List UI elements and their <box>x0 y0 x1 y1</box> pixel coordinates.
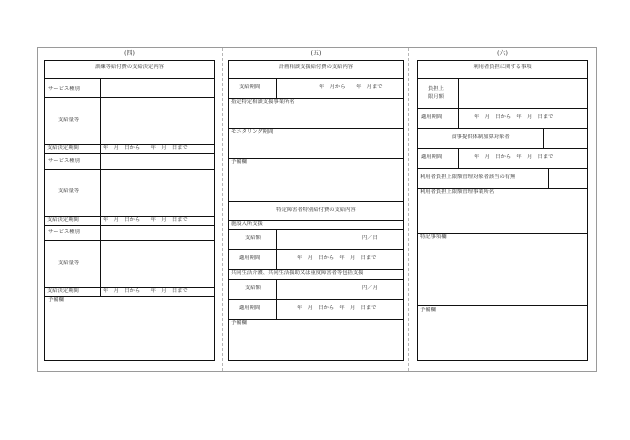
amount-label-facility: 支給額 <box>245 235 261 241</box>
amount-label-group: 支給額 <box>245 285 261 291</box>
divider <box>45 296 214 297</box>
divider <box>45 97 214 98</box>
divider <box>45 169 214 170</box>
panel-5-title: 計画相談支援給付費の支給内容 <box>278 64 354 70</box>
divider <box>100 225 101 296</box>
panel-4-remarks-label: 予備欄 <box>48 297 64 303</box>
amount-label-1: 支給量等 <box>58 117 80 123</box>
divider <box>229 201 403 202</box>
panel-6-period-value-1: 年 月 日から 年 月 日まで <box>474 114 554 120</box>
panel-6-remarks-label: 予備欄 <box>420 307 436 313</box>
special-benefit-title: 特定障害者特別給付費の支給内容 <box>276 207 356 213</box>
amount-value-group: 円／月 <box>362 285 378 291</box>
period-value-1: 年 月 日から 年 月 日まで <box>103 145 188 151</box>
service-type-label-2: サービス種別 <box>48 158 80 164</box>
divider <box>229 279 403 280</box>
panel-6-title: 利用者負担に関する事項 <box>473 64 532 70</box>
period-label-3: 支給決定期間 <box>47 288 79 294</box>
period-value-2: 年 月 日から 年 月 日まで <box>103 217 188 223</box>
management-office-label: 利用者負担上限額管理事業所名 <box>420 189 495 195</box>
divider <box>418 305 587 306</box>
service-type-label-3: サービス種別 <box>48 229 80 235</box>
burden-limit-label: 負担上限月額 <box>428 86 444 100</box>
divider <box>418 168 587 169</box>
group-home-label: 共同生活介護、共同生活援助又は重度障害者等包括支援 <box>231 270 364 276</box>
divider <box>543 128 544 148</box>
panel-6-period-value-2: 年 月 日から 年 月 日まで <box>474 154 554 160</box>
divider <box>229 299 403 300</box>
application-period-value: 年 月から 年 月まで <box>319 84 383 90</box>
designated-office-label: 指定特定相談支援事業所名 <box>231 99 295 105</box>
application-period-label: 支給期間 <box>239 84 261 90</box>
divider <box>100 153 101 225</box>
amount-label-2: 支給量等 <box>58 188 80 194</box>
special-notes-label: 特記事項欄 <box>420 234 447 240</box>
amount-value-facility: 円／日 <box>362 235 378 241</box>
service-type-label-1: サービス種別 <box>48 86 80 92</box>
divider <box>45 225 214 226</box>
divider <box>418 128 587 129</box>
divider <box>229 158 403 159</box>
period-label-group: 適用期間 <box>239 305 261 311</box>
panel-5-number: (五) <box>310 50 322 57</box>
monitoring-period-label: モニタリング期間 <box>231 129 274 135</box>
divider <box>45 78 214 79</box>
meal-provision-title: 食事提供体制加算対象者 <box>451 134 510 140</box>
divider <box>229 319 403 320</box>
period-value-group: 年 月 日から 年 月 日まで <box>297 305 377 311</box>
divider <box>418 78 587 79</box>
divider <box>45 153 214 154</box>
divider <box>45 240 214 241</box>
divider <box>458 148 459 168</box>
period-label-1: 支給決定期間 <box>47 145 79 151</box>
panel-5-remarks-label-2: 予備欄 <box>231 320 247 326</box>
divider <box>229 249 403 250</box>
panel-5-remarks-label-1: 予備欄 <box>231 159 247 165</box>
period-value-3: 年 月 日から 年 月 日まで <box>103 288 188 294</box>
facility-support-label: 施設入所支援 <box>231 221 263 227</box>
panel-6-number: (六) <box>497 50 508 57</box>
certificate-sheet <box>37 47 597 372</box>
divider <box>100 78 101 153</box>
fold-line-1 <box>222 48 223 371</box>
amount-label-3: 支給量等 <box>58 260 80 266</box>
divider <box>276 78 277 98</box>
panel-4-number: (四) <box>124 50 135 57</box>
panel-6-period-label-2: 適用期間 <box>421 154 443 160</box>
fold-line-2 <box>408 48 409 371</box>
panel-5 <box>228 60 404 361</box>
divider <box>418 108 587 109</box>
period-value-facility: 年 月 日から 年 月 日まで <box>297 255 377 261</box>
divider <box>458 78 459 128</box>
period-label-2: 支給決定期間 <box>47 217 79 223</box>
panel-4 <box>44 60 215 361</box>
divider <box>229 229 403 230</box>
divider <box>548 168 549 188</box>
divider <box>229 78 403 79</box>
management-target-label: 利用者負担上限額管理対象者該当の有無 <box>420 174 516 180</box>
panel-4-title: 訓練等給付費の支給決定内容 <box>95 64 164 70</box>
panel-6-period-label-1: 適用期間 <box>421 114 443 120</box>
divider <box>418 148 587 149</box>
panel-6 <box>417 60 588 361</box>
period-label-facility: 適用期間 <box>239 255 261 261</box>
